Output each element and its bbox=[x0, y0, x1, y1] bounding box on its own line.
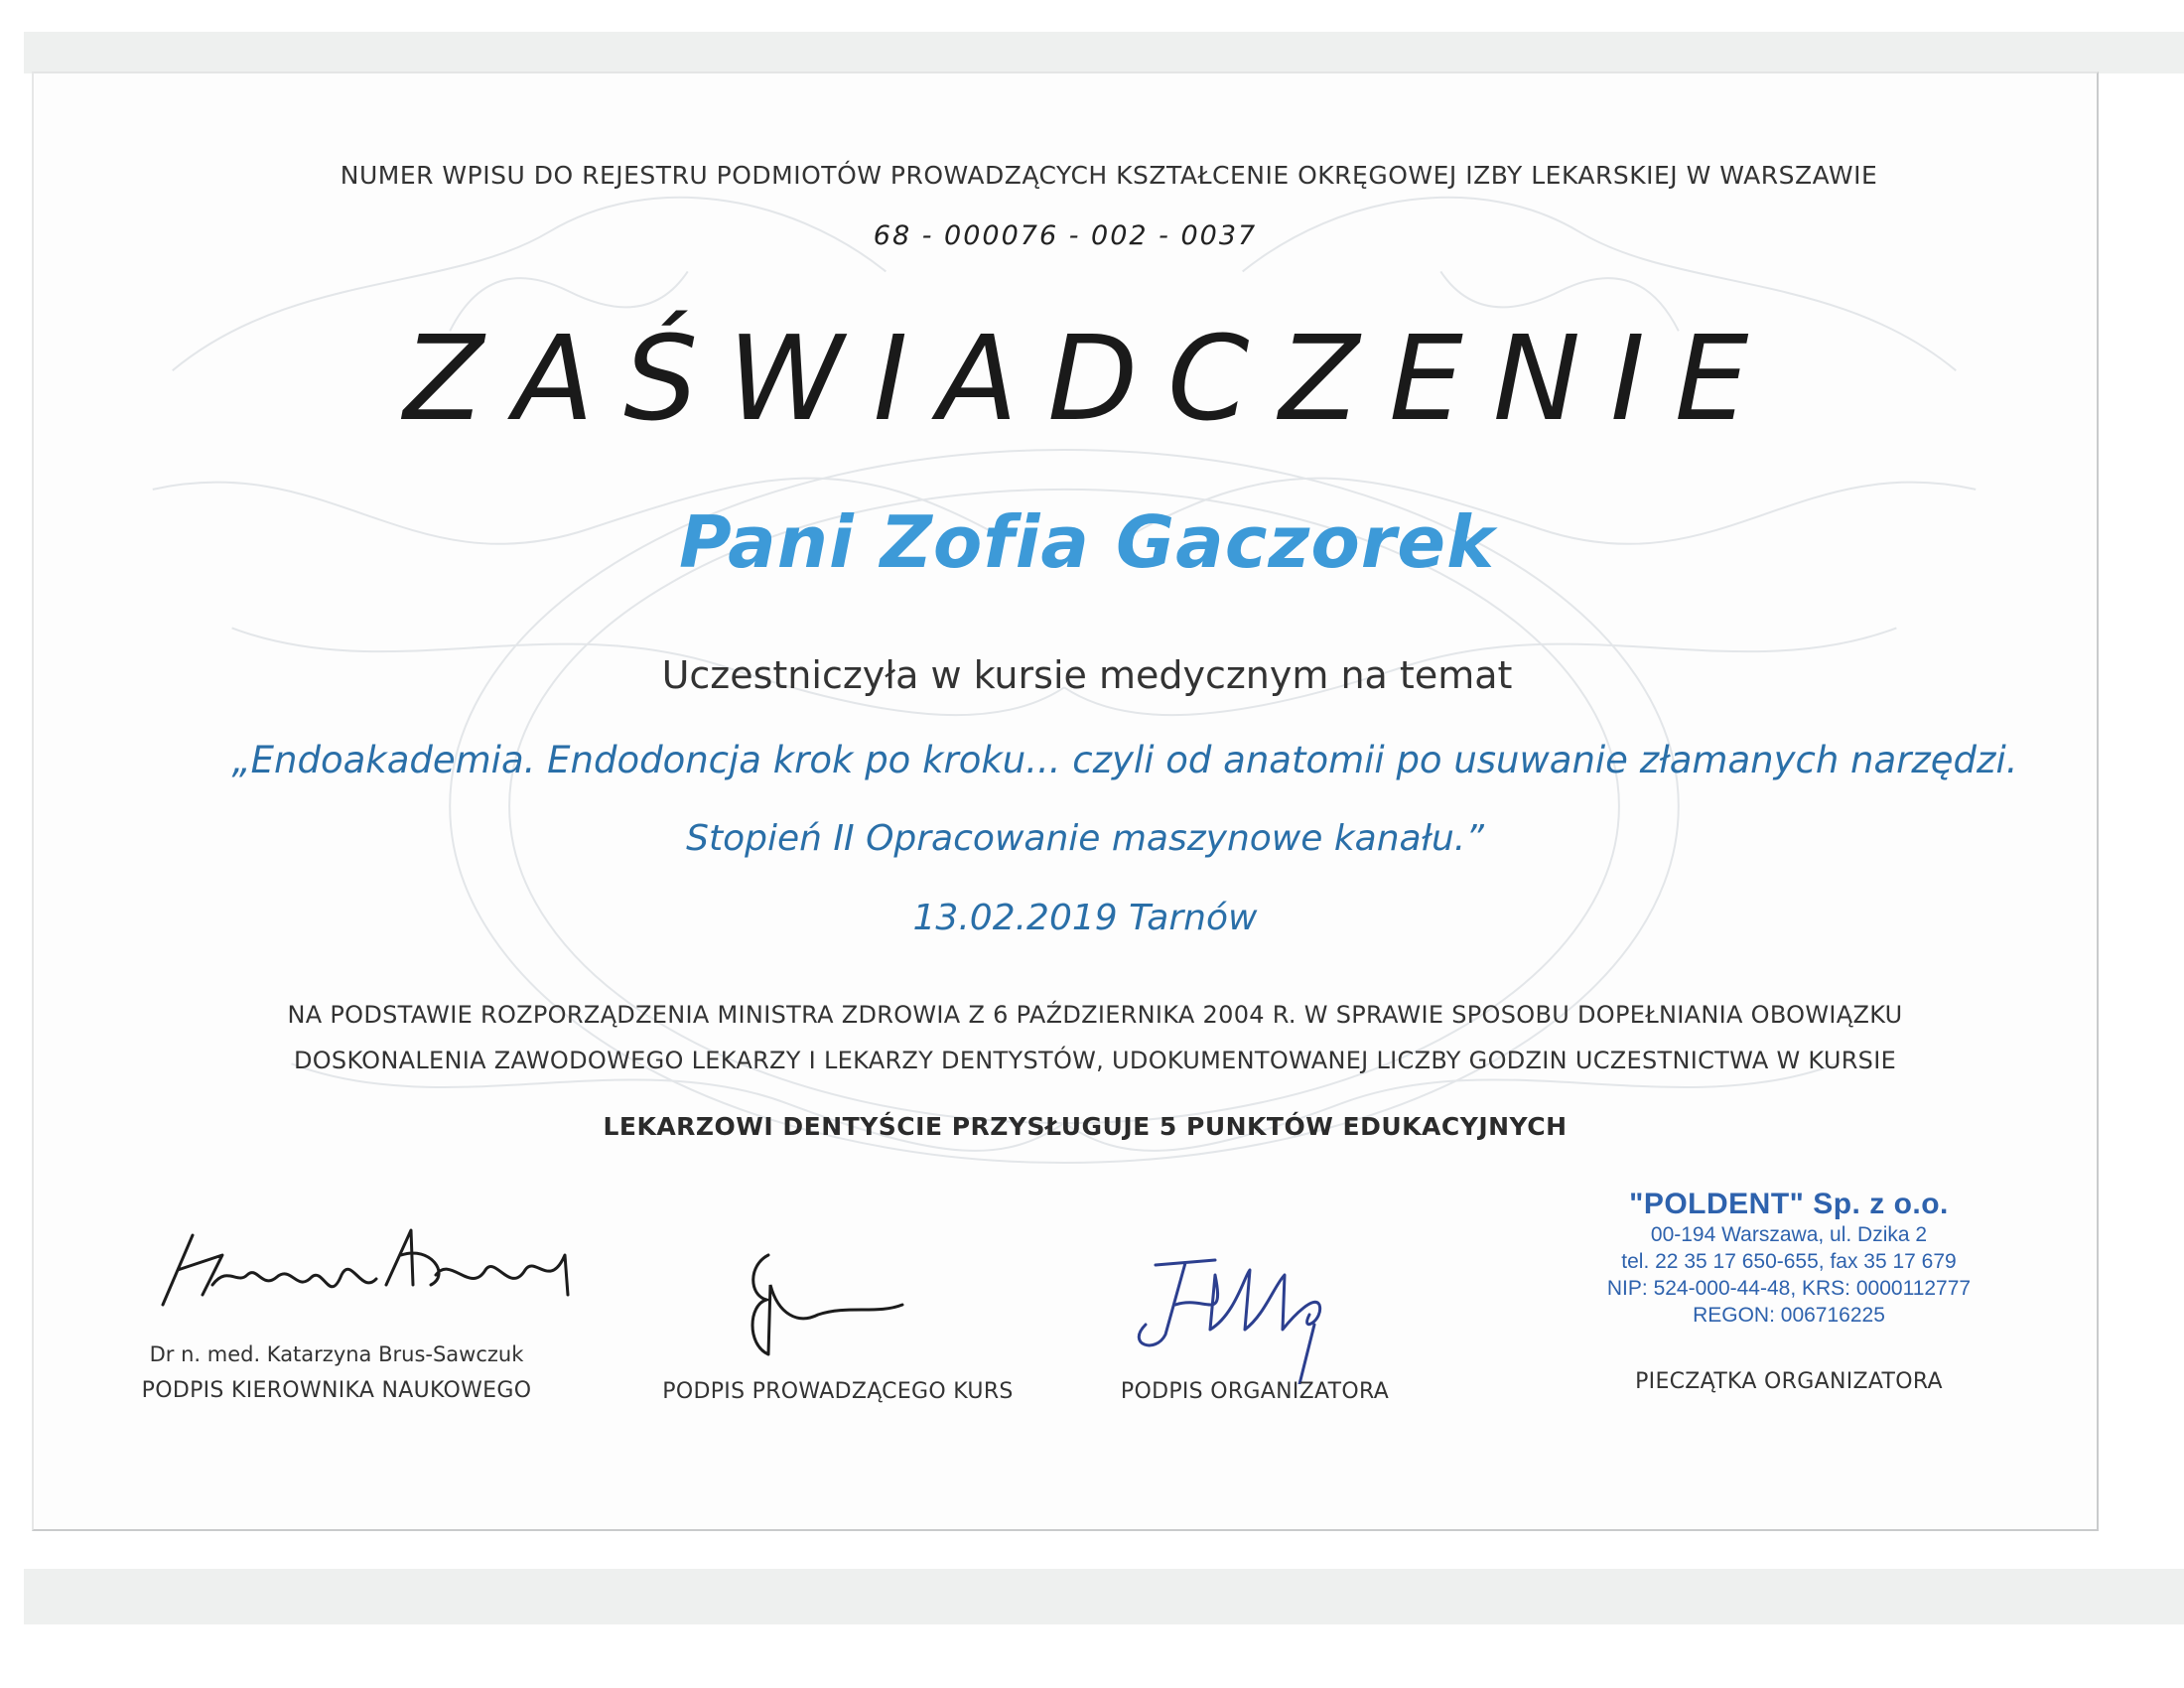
registry-title: NUMER WPISU DO REJESTRU PODMIOTÓW PROWADZĄCYCH KSZTAŁCENIE OKRĘGOWEJ IZBY LEKARSKIEJ W WARSZAWIE bbox=[340, 161, 1878, 190]
signature-course-leader bbox=[729, 1245, 927, 1364]
course-subtitle: Stopień II Opracowanie maszynowe kanału.” bbox=[686, 818, 1484, 859]
certificate-title: ZAŚWIADCZENIE bbox=[403, 310, 1779, 447]
signature-scientific-head bbox=[153, 1215, 590, 1325]
stamp-ids: NIP: 524-000-44-48, KRS: 0000112777 bbox=[1606, 1277, 1972, 1300]
stamp-phone: tel. 22 35 17 650-655, fax 35 17 679 bbox=[1621, 1250, 1957, 1273]
organizer-label: PODPIS ORGANIZATORA bbox=[1120, 1379, 1390, 1404]
stamp-address: 00-194 Warszawa, ul. Dzika 2 bbox=[1650, 1223, 1928, 1246]
participation-statement: Uczestniczyła w kursie medycznym na temat bbox=[661, 653, 1513, 697]
recipient-name: Pani Zofia Gaczorek bbox=[678, 500, 1496, 584]
education-points: LEKARZOWI DENTYŚCIE PRZYSŁUGUJE 5 PUNKTÓW EDUKACYJNYCH bbox=[603, 1112, 1568, 1141]
stamp-block bbox=[1600, 1369, 1978, 1394]
scientific-head-name: Dr n. med. Katarzyna Brus-Sawczuk bbox=[149, 1342, 524, 1366]
course-leader-block bbox=[639, 1379, 1036, 1404]
course-title: „Endoakademia. Endodoncja krok po kroku... czyli od anatomii po usuwanie złamanych narzędzi. bbox=[231, 739, 2018, 781]
registry-number: 68 - 000076 - 002 - 0037 bbox=[873, 220, 1258, 251]
scan-edge-bottom bbox=[24, 1569, 2184, 1624]
course-leader-label: PODPIS PROWADZĄCEGO KURS bbox=[662, 1379, 1014, 1404]
course-date-place: 13.02.2019 Tarnów bbox=[912, 898, 1258, 938]
certificate bbox=[32, 71, 2099, 1531]
stamp-company-name: "POLDENT" Sp. z o.o. bbox=[1629, 1188, 1949, 1220]
stamp-regon: REGON: 006716225 bbox=[1693, 1304, 1885, 1327]
legal-basis-line-2: DOSKONALENIA ZAWODOWEGO LEKARZY I LEKARZY DENTYSTÓW, UDOKUMENTOWANEJ LICZBY GODZIN UCZESTNICTWA W KURSIE bbox=[293, 1047, 1897, 1074]
organizer-block bbox=[1106, 1379, 1404, 1404]
legal-basis-line-1: NA PODSTAWIE ROZPORZĄDZENIA MINISTRA ZDROWIA Z 6 PAŹDZIERNIKA 2004 R. W SPRAWIE SPOSOBU DOPEŁNIANIA OBOWIĄZKU bbox=[287, 1001, 1903, 1029]
scientific-head-label: PODPIS KIEROWNIKA NAUKOWEGO bbox=[141, 1378, 532, 1403]
stamp-label: PIECZĄTKA ORGANIZATORA bbox=[1635, 1369, 1943, 1394]
organizer-stamp bbox=[1600, 1188, 1978, 1329]
scientific-head-block bbox=[113, 1342, 560, 1403]
legal-basis bbox=[64, 992, 2099, 1083]
scan-edge-top bbox=[24, 32, 2184, 73]
signature-organizer bbox=[1116, 1245, 1374, 1384]
